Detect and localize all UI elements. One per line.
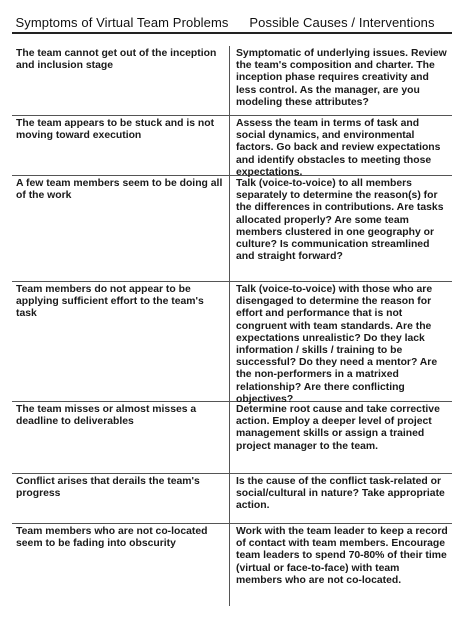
header-spacer xyxy=(12,34,452,46)
table-row xyxy=(12,46,452,116)
intervention-cell: Is the cause of the conflict task-related or social/cultural in nature? Take appropriate action. xyxy=(236,476,445,512)
table-row xyxy=(12,474,452,524)
table-row xyxy=(12,176,452,282)
intervention-cell: Determine root cause and take corrective action. Employ a deeper level of project management skills or assign a trained project manager to the team. xyxy=(236,404,440,452)
header-symptoms: Symptoms of Virtual Team Problems xyxy=(15,15,229,30)
intervention-cell: Assess the team in terms of task and social dynamics, and environmental factors. Go back and review expectations and identify obstacles to meeting those expectations. xyxy=(236,118,441,178)
intervention-cell: Symptomatic of underlying issues. Review the team's composition and charter. The inception phase requires creativity and less control. As the manager, are you modeling these attributes? xyxy=(236,48,447,108)
intervention-cell: Work with the team leader to keep a record of contact with team members. Encourage team leaders to spend 70-80% of their time (virtual or face-to-face) with team members who are not co-located. xyxy=(236,526,448,586)
symptom-cell: Team members do not appear to be applying sufficient effort to the team's task xyxy=(12,282,230,401)
symptom-cell: The team misses or almost misses a deadline to deliverables xyxy=(12,402,230,473)
table-row xyxy=(12,402,452,474)
table-row xyxy=(12,116,452,176)
intervention-cell: Talk (voice-to-voice) to all members separately to determine the reason(s) for the differences in contributions. Are tasks allocated properly? Are some team members clustered in one geography or culture? Is communication streamlined and straight forward? xyxy=(236,178,444,263)
symptom-cell: The team cannot get out of the inception and inclusion stage xyxy=(12,46,230,115)
table-row xyxy=(12,282,452,405)
symptom-cell: The team appears to be stuck and is not moving toward execution xyxy=(12,116,230,175)
symptom-cell: A few team members seem to be doing all of the work xyxy=(12,176,230,281)
table-header xyxy=(12,8,452,34)
header-causes-interventions: Possible Causes / Interventions xyxy=(249,15,435,30)
virtual-team-problems-table xyxy=(12,8,452,606)
intervention-cell: Talk (voice-to-voice) with those who are disengaged to determine the reason for effort and performance that is not congruent with team standards. Are the expectations unrealistic? Do they lack information / skills / training to be successful? Do they need a mentor? Are the non-performers in a matrixed relationship? Are there conflicting objectives? xyxy=(236,284,438,405)
symptom-cell: Conflict arises that derails the team's progress xyxy=(12,474,230,523)
table-row xyxy=(12,524,452,606)
symptom-cell: Team members who are not co-located seem to be fading into obscurity xyxy=(12,524,230,606)
